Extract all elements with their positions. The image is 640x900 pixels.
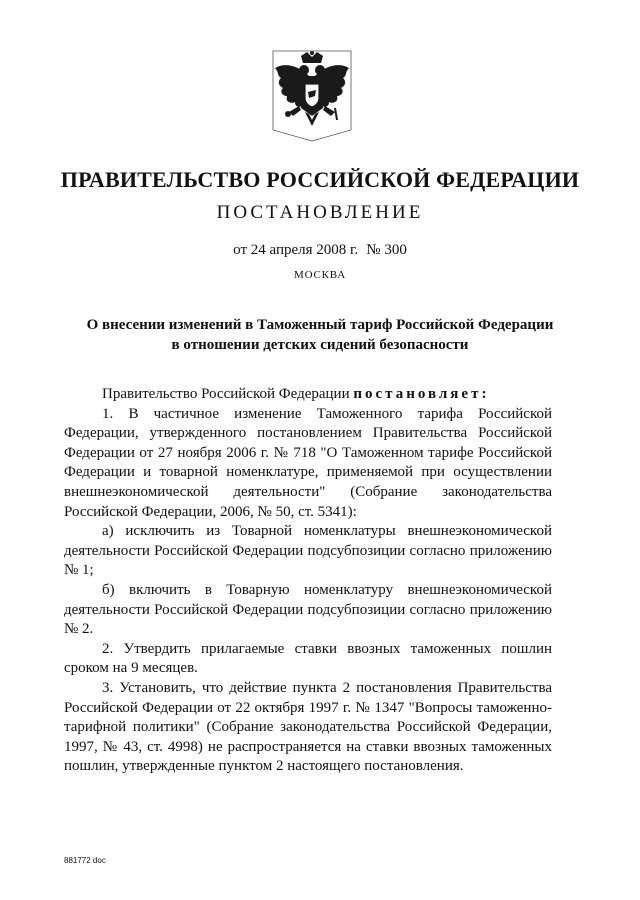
paragraph-2: 2. Утвердить прилагаемые ставки ввозных таможенных пошлин сроком на 9 месяцев. (64, 640, 552, 677)
paragraph-1a: а) исключить из Товарной номенклатуры внешнеэкономической деятельности Российской Федерации подсубпозиции согласно приложению № 1; (64, 523, 552, 579)
russian-coat-of-arms-icon (271, 50, 353, 142)
document-number: № 300 (366, 242, 407, 258)
paragraph-3: 3. Установить, что действие пункта 2 постановления Правительства Российской Федерации от 22 октября 1997 г. № 1347 "Вопросы таможенно-тарифной политики" (Собрание законодательства Российской Федерации, 1997, № 43, ст. 4998) не распространяется на ставки ввозных таможенных пошлин, утвержденные пунктом 2 настоящего постановления. (64, 679, 552, 775)
document-date: от 24 апреля 2008 г. (233, 242, 359, 258)
subject-line-2: в отношении детских сидений безопасности (171, 337, 469, 353)
government-title: ПРАВИТЕЛЬСТВО РОССИЙСКОЙ ФЕДЕРАЦИИ (60, 167, 580, 192)
file-reference: 881772 doc (64, 856, 106, 865)
document-subject (0, 315, 640, 355)
document-date-line (0, 242, 640, 259)
preamble-paragraph (64, 385, 552, 405)
decree-word: постановляет: (353, 386, 490, 402)
document-type: ПОСТАНОВЛЕНИЕ (216, 202, 424, 223)
document-body (64, 385, 552, 777)
document-city: МОСКВА (294, 269, 346, 281)
preamble-text: Правительство Российской Федерации (102, 386, 350, 402)
paragraph-1: 1. В частичное изменение Таможенного тарифа Российской Федерации, утвержденного постановлением Правительства Российской Федерации от 27 ноября 2006 г. № 718 "О Таможенном тарифе Российской Федерации и товарной номенклатуре, применяемой при осуществлении внешнеэкономической деятельности" (Собрание законодательства Российской Федерации, 2006, № 50, ст. 5341): (64, 405, 552, 520)
paragraph-1b: б) включить в Товарную номенклатуру внешнеэкономической деятельности Российской Федерации подсубпозиции согласно приложению № 2. (64, 581, 552, 638)
subject-line-1: О внесении изменений в Таможенный тариф Российской Федерации (86, 317, 554, 333)
